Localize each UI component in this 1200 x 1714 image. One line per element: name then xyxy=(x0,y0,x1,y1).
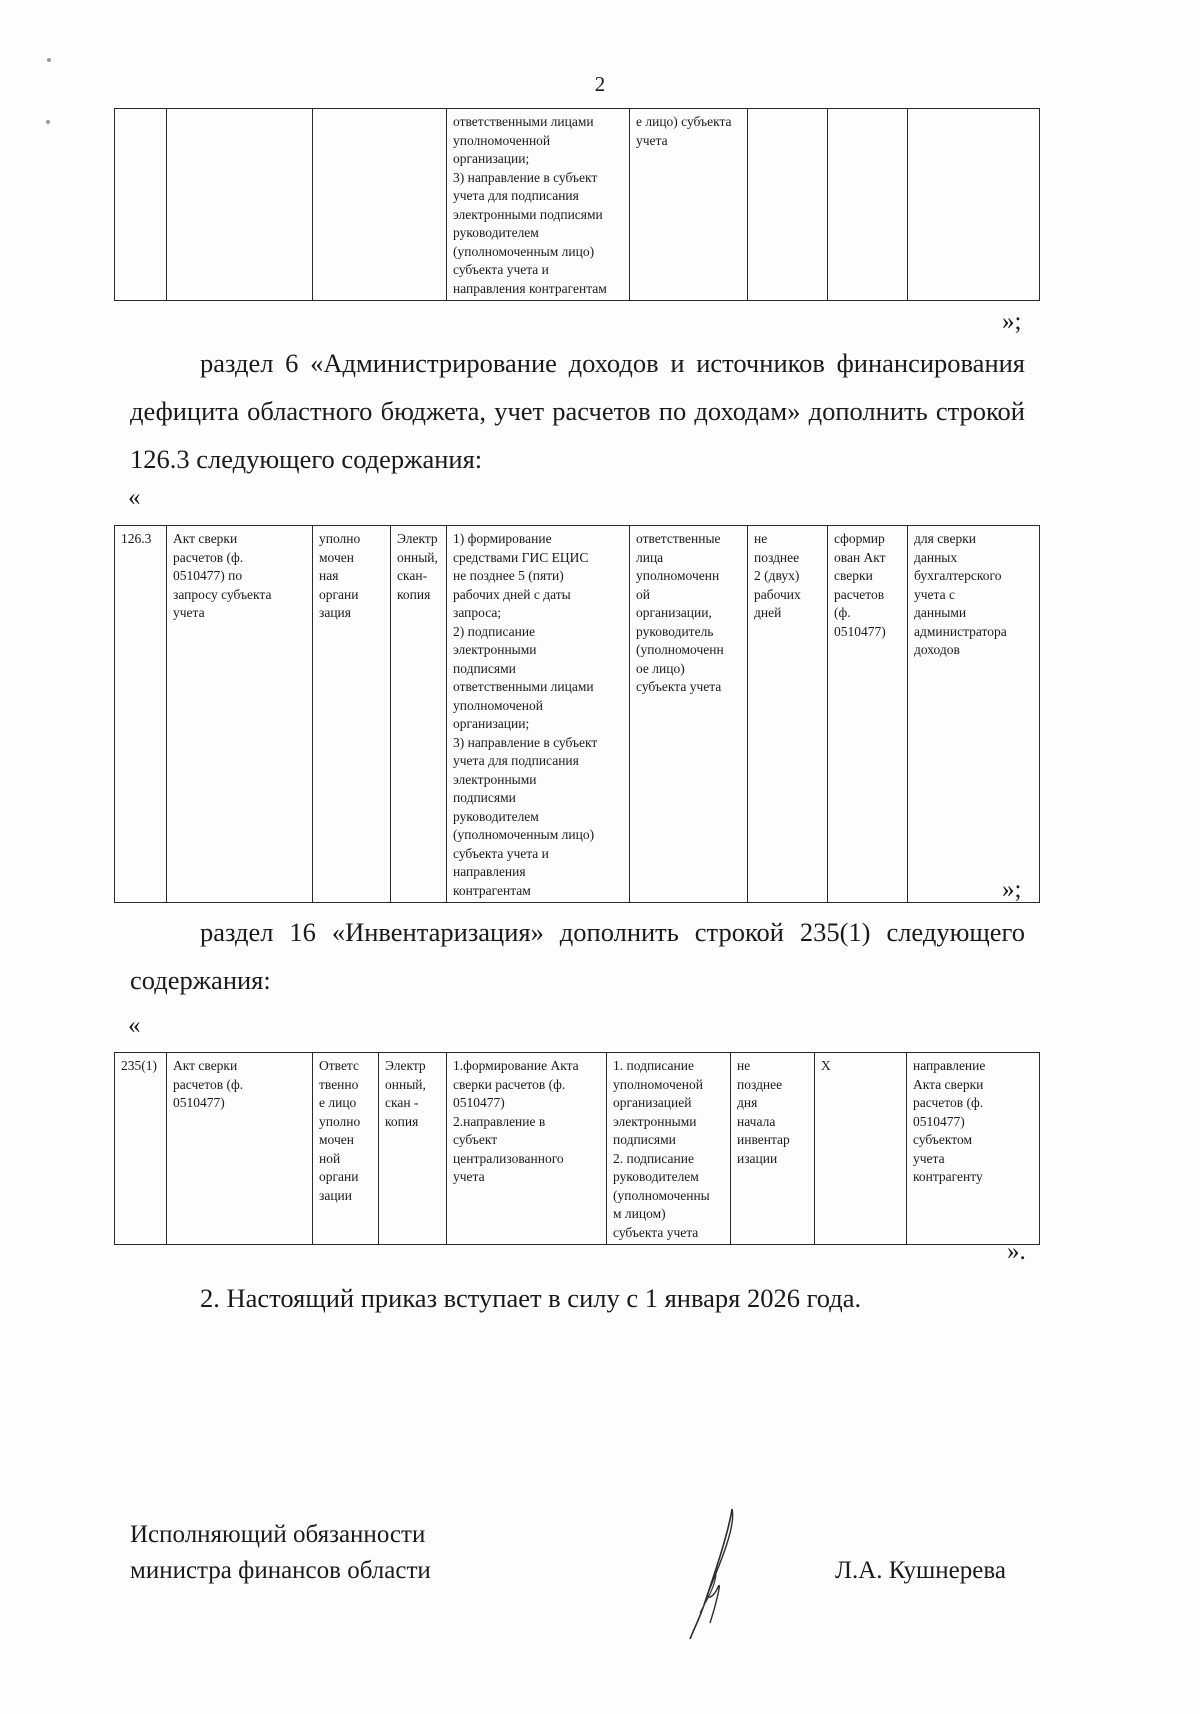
signatory-position-line-2: министра финансов области xyxy=(130,1557,431,1584)
table-cell: не позднее 2 (двух) рабочих дней xyxy=(748,526,828,903)
table-cell: 126.3 xyxy=(115,526,167,903)
closing-quote: ». xyxy=(1007,1238,1026,1265)
opening-quote: « xyxy=(128,1012,141,1039)
table-cell: 1. подписание уполномоченой организацией электронными подписями 2. подписание руководителем (уполномоченны м лицом) субъекта учета xyxy=(607,1053,731,1245)
table-cell: е лицо) субъекта учета xyxy=(630,109,748,301)
section-16-paragraph: раздел 16 «Инвентаризация» дополнить строкой 235(1) следующего содержания: xyxy=(130,917,1025,995)
table-cell: 235(1) xyxy=(115,1053,167,1245)
table-cell: ответственными лицами уполномоченной организации; 3) направление в субъект учета для подписания электронными подписями руководителем (уполномоченным лицо) субъекта учета и направления контрагентам xyxy=(447,109,630,301)
table-row-235-1 xyxy=(114,1052,1040,1245)
table-cell: для сверки данных бухгалтерского учета с данными администратора доходов xyxy=(908,526,1040,903)
section-6-paragraph: раздел 6 «Администрирование доходов и источников финансирования дефицита областного бюджета, учет расчетов по доходам» дополнить строкой 126.3 следующего содержания: xyxy=(130,348,1025,474)
table-cell: 1.формирование Акта сверки расчетов (ф. 0510477) 2.направление в субъект централизованного учета xyxy=(447,1053,607,1245)
table-cell: Акт сверки расчетов (ф. 0510477) по запросу субъекта учета xyxy=(167,526,313,903)
signatory-position-line-1: Исполняющий обязанности xyxy=(130,1521,426,1548)
scan-speck xyxy=(47,58,51,62)
table-row xyxy=(115,526,1040,903)
table-row-126-3 xyxy=(114,525,1040,903)
opening-quote: « xyxy=(128,484,141,511)
closing-quote: »; xyxy=(1002,308,1022,335)
table-cell: Электр онный, скан - копия xyxy=(379,1053,447,1245)
table-cell: ответственные лица уполномоченн ой организации, руководитель (уполномоченн ое лицо) субъекта учета xyxy=(630,526,748,903)
table-cell: не позднее дня начала инвентар изации xyxy=(731,1053,815,1245)
table-cell: Электр онный, скан- копия xyxy=(391,526,447,903)
page-number: 2 xyxy=(594,72,606,96)
scan-speck xyxy=(46,120,50,124)
table-row xyxy=(115,109,1040,301)
table-cell: уполно мочен ная органи зация xyxy=(313,526,391,903)
closing-quote: »; xyxy=(1002,876,1022,903)
table-cell xyxy=(115,109,167,301)
clause-2-paragraph: 2. Настоящий приказ вступает в силу с 1 января 2026 года. xyxy=(200,1283,862,1313)
table-cell xyxy=(908,109,1040,301)
table-cell: 1) формирование средствами ГИС ЕЦИС не позднее 5 (пяти) рабочих дней с даты запроса; 2) подписание электронными подписями ответственными лицами уполномоченой организации; 3) направление в субъект учета для подписания электронными подписями руководителем (уполномоченным лицо) субъекта учета и направления контрагентам xyxy=(447,526,630,903)
table-top-continuation xyxy=(114,108,1040,301)
table-cell: Ответс твенно е лицо уполно мочен ной органи зации xyxy=(313,1053,379,1245)
table-cell: Акт сверки расчетов (ф. 0510477) xyxy=(167,1053,313,1245)
signatory-name: Л.А. Кушнерева xyxy=(835,1557,1006,1584)
table-cell xyxy=(748,109,828,301)
handwritten-signature xyxy=(670,1505,760,1645)
table-cell: направление Акта сверки расчетов (ф. 0510477) субъектом учета контрагенту xyxy=(907,1053,1040,1245)
table-cell xyxy=(828,109,908,301)
table-row xyxy=(115,1053,1040,1245)
table-cell xyxy=(167,109,313,301)
table-cell xyxy=(313,109,447,301)
table-cell: Х xyxy=(815,1053,907,1245)
table-cell: сформир ован Акт сверки расчетов (ф. 0510477) xyxy=(828,526,908,903)
